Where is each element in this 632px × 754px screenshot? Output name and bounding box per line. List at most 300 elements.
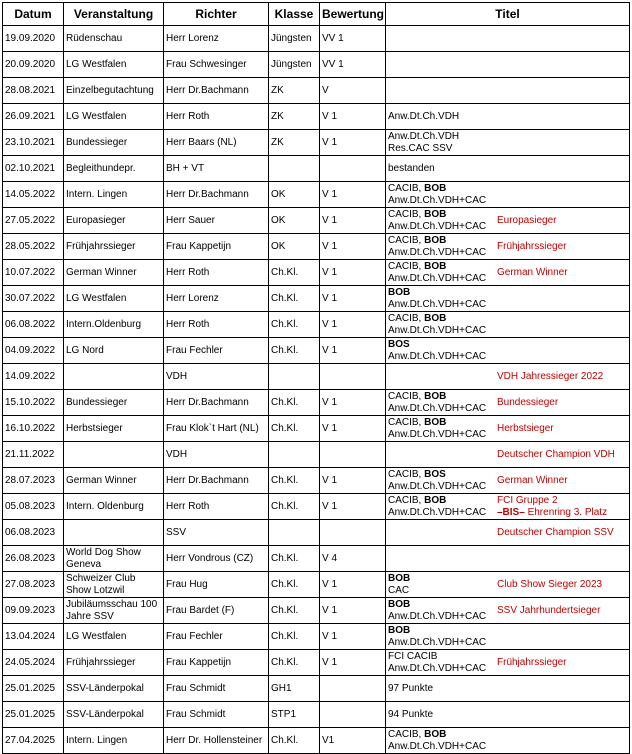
cell-veranstaltung: Bundessieger xyxy=(64,390,164,416)
cell-titel xyxy=(386,52,630,78)
cell-veranstaltung: Herbstsieger xyxy=(64,416,164,442)
cell-veranstaltung: Europasieger xyxy=(64,208,164,234)
cell-veranstaltung: Frühjahrssieger xyxy=(64,234,164,260)
cell-bewertung: V 1 xyxy=(320,494,386,520)
cell-klasse xyxy=(269,442,320,468)
cell-bewertung: V1 xyxy=(320,728,386,754)
cell-veranstaltung xyxy=(64,364,164,390)
cell-richter: Frau Kappetijn xyxy=(164,234,269,260)
cell-klasse xyxy=(269,520,320,546)
titel-bold-text: BOB xyxy=(388,286,411,298)
titel-highlight xyxy=(495,605,629,617)
titel-awards xyxy=(386,131,495,155)
titel-text: Anw.Dt.Ch.VDH+CAC xyxy=(388,272,487,284)
cell-datum: 19.09.2020 xyxy=(3,26,64,52)
cell-klasse: Ch.Kl. xyxy=(269,468,320,494)
cell-datum: 13.04.2024 xyxy=(3,624,64,650)
titel-line xyxy=(388,469,495,481)
cell-datum: 26.09.2021 xyxy=(3,104,64,130)
cell-datum: 04.09.2022 xyxy=(3,338,64,364)
table-row xyxy=(3,624,630,650)
titel-highlight xyxy=(495,657,629,669)
cell-bewertung: V 1 xyxy=(320,104,386,130)
titel-line xyxy=(388,313,495,325)
titel-line xyxy=(388,585,495,597)
cell-bewertung: V 1 xyxy=(320,416,386,442)
cell-datum: 14.09.2022 xyxy=(3,364,64,390)
cell-bewertung xyxy=(320,156,386,182)
titel-line xyxy=(388,111,495,123)
titel-text: FCI Gruppe 2 xyxy=(497,494,558,506)
titel-text: CACIB, xyxy=(388,312,425,324)
titel-bold-text: BOB xyxy=(424,494,447,506)
cell-veranstaltung: Intern.Oldenburg xyxy=(64,312,164,338)
cell-datum: 25.01.2025 xyxy=(3,702,64,728)
titel-line xyxy=(388,683,495,695)
cell-veranstaltung: LG Westfalen xyxy=(64,624,164,650)
cell-titel xyxy=(386,104,630,130)
cell-veranstaltung: Intern. Lingen xyxy=(64,182,164,208)
cell-veranstaltung: Frühjahrssieger xyxy=(64,650,164,676)
cell-klasse: Ch.Kl. xyxy=(269,598,320,624)
table-row xyxy=(3,208,630,234)
titel-line xyxy=(497,579,629,591)
titel-text: German Winner xyxy=(497,474,568,486)
titel-line xyxy=(388,339,495,351)
titel-awards xyxy=(386,573,495,597)
table-row xyxy=(3,364,630,390)
cell-richter: Frau Schwesinger xyxy=(164,52,269,78)
titel-line xyxy=(497,241,629,253)
titel-awards xyxy=(386,469,495,493)
cell-veranstaltung: World Dog Show Geneva xyxy=(64,546,164,572)
cell-klasse: Ch.Kl. xyxy=(269,286,320,312)
titel-text: CACIB, xyxy=(388,468,425,480)
cell-klasse: Ch.Kl. xyxy=(269,494,320,520)
titel-awards xyxy=(386,709,495,721)
cell-veranstaltung: Rüdenschau xyxy=(64,26,164,52)
titel-text: 94 Punkte xyxy=(388,708,434,720)
titel-bold-text: BOB xyxy=(424,260,447,272)
header-datum: Datum xyxy=(3,3,64,26)
cell-bewertung: V 1 xyxy=(320,286,386,312)
titel-line xyxy=(388,235,495,247)
titel-text: Frühjahrssieger xyxy=(497,656,567,668)
titel-line xyxy=(497,267,629,279)
titel-highlight xyxy=(495,241,629,253)
cell-klasse: Ch.Kl. xyxy=(269,728,320,754)
table-row xyxy=(3,728,630,754)
cell-titel xyxy=(386,442,630,468)
table-row xyxy=(3,676,630,702)
titel-text: bestanden xyxy=(388,162,435,174)
titel-text: Anw.Dt.Ch.VDH+CAC xyxy=(388,506,487,518)
cell-titel xyxy=(386,156,630,182)
titel-line xyxy=(497,657,629,669)
titel-bold-text: BOB xyxy=(424,390,447,402)
titel-line xyxy=(497,527,629,539)
cell-datum: 27.08.2023 xyxy=(3,572,64,598)
cell-bewertung: V 1 xyxy=(320,572,386,598)
titel-highlight xyxy=(495,267,629,279)
cell-titel xyxy=(386,338,630,364)
cell-bewertung: VV 1 xyxy=(320,52,386,78)
cell-klasse: Ch.Kl. xyxy=(269,650,320,676)
titel-awards xyxy=(386,391,495,415)
cell-datum: 06.08.2022 xyxy=(3,312,64,338)
table-row xyxy=(3,260,630,286)
titel-text: CACIB, xyxy=(388,208,425,220)
cell-veranstaltung xyxy=(64,520,164,546)
cell-titel xyxy=(386,650,630,676)
titel-bold-text: BOB xyxy=(424,728,447,740)
cell-titel xyxy=(386,364,630,390)
cell-datum: 23.10.2021 xyxy=(3,130,64,156)
titel-awards xyxy=(386,111,495,123)
cell-richter: Herr Vondrous (CZ) xyxy=(164,546,269,572)
titel-text: CACIB, xyxy=(388,728,425,740)
titel-line xyxy=(388,183,495,195)
cell-datum: 06.08.2023 xyxy=(3,520,64,546)
titel-line xyxy=(388,299,495,311)
cell-veranstaltung: Bundessieger xyxy=(64,130,164,156)
cell-klasse xyxy=(269,364,320,390)
titel-text: Anw.Dt.Ch.VDH+CAC xyxy=(388,350,487,362)
titel-line xyxy=(388,261,495,273)
cell-bewertung: VV 1 xyxy=(320,26,386,52)
cell-titel xyxy=(386,572,630,598)
titel-line xyxy=(388,209,495,221)
titel-highlight xyxy=(495,215,629,227)
header-row xyxy=(3,3,630,26)
table-row xyxy=(3,52,630,78)
cell-veranstaltung: Intern. Lingen xyxy=(64,728,164,754)
cell-datum: 28.05.2022 xyxy=(3,234,64,260)
cell-richter: BH + VT xyxy=(164,156,269,182)
cell-bewertung xyxy=(320,676,386,702)
cell-bewertung: V 4 xyxy=(320,546,386,572)
table-body xyxy=(3,26,630,754)
cell-richter: Frau Bardet (F) xyxy=(164,598,269,624)
cell-veranstaltung: German Winner xyxy=(64,468,164,494)
table-row xyxy=(3,78,630,104)
titel-line xyxy=(497,507,629,519)
titel-line xyxy=(388,481,495,493)
table-row xyxy=(3,650,630,676)
titel-awards xyxy=(386,625,495,649)
cell-titel xyxy=(386,78,630,104)
cell-datum: 15.10.2022 xyxy=(3,390,64,416)
titel-line xyxy=(388,403,495,415)
titel-bold-text: BOB xyxy=(424,312,447,324)
table-row xyxy=(3,104,630,130)
table-row xyxy=(3,234,630,260)
titel-text: CACIB, xyxy=(388,182,425,194)
titel-text: Anw.Dt.Ch.VDH xyxy=(388,130,460,142)
cell-titel xyxy=(386,390,630,416)
cell-bewertung xyxy=(320,442,386,468)
titel-line xyxy=(388,417,495,429)
titel-awards xyxy=(386,163,495,175)
cell-datum: 16.10.2022 xyxy=(3,416,64,442)
cell-datum: 09.09.2023 xyxy=(3,598,64,624)
cell-titel xyxy=(386,312,630,338)
titel-text: Anw.Dt.Ch.VDH+CAC xyxy=(388,636,487,648)
cell-datum: 30.07.2022 xyxy=(3,286,64,312)
cell-bewertung: V 1 xyxy=(320,624,386,650)
cell-titel xyxy=(386,702,630,728)
titel-line xyxy=(497,449,629,461)
titel-awards xyxy=(386,287,495,311)
titel-text: CACIB, xyxy=(388,260,425,272)
titel-highlight xyxy=(495,397,629,409)
cell-richter: SSV xyxy=(164,520,269,546)
table-row xyxy=(3,286,630,312)
cell-richter: Herr Dr.Bachmann xyxy=(164,390,269,416)
titel-awards xyxy=(386,235,495,259)
cell-titel xyxy=(386,26,630,52)
titel-text: Anw.Dt.Ch.VDH+CAC xyxy=(388,220,487,232)
titel-bold-text: BOB xyxy=(388,624,411,636)
cell-klasse: Ch.Kl. xyxy=(269,312,320,338)
titel-line xyxy=(388,729,495,741)
table-row xyxy=(3,130,630,156)
titel-text: CACIB, xyxy=(388,390,425,402)
titel-bold-text: BOB xyxy=(388,598,411,610)
cell-veranstaltung: Einzelbegutachtung xyxy=(64,78,164,104)
titel-line xyxy=(388,663,495,675)
titel-highlight xyxy=(495,579,629,591)
cell-veranstaltung: SSV-Länderpokal xyxy=(64,676,164,702)
titel-text: CACIB, xyxy=(388,234,425,246)
cell-richter: Frau Hug xyxy=(164,572,269,598)
cell-klasse: Ch.Kl. xyxy=(269,572,320,598)
titel-text: 97 Punkte xyxy=(388,682,434,694)
titel-text: Frühjahrssieger xyxy=(497,240,567,252)
table-row xyxy=(3,572,630,598)
titel-line xyxy=(388,637,495,649)
cell-titel xyxy=(386,728,630,754)
cell-datum: 27.04.2025 xyxy=(3,728,64,754)
titel-text: CAC xyxy=(388,584,410,596)
cell-richter: Herr Lorenz xyxy=(164,286,269,312)
titel-text: Europasieger xyxy=(497,214,557,226)
cell-klasse: OK xyxy=(269,182,320,208)
titel-awards xyxy=(386,313,495,337)
titel-line xyxy=(388,709,495,721)
header-bewertung: Bewertung xyxy=(320,3,386,26)
cell-veranstaltung: German Winner xyxy=(64,260,164,286)
titel-text: Ehrenring 3. Platz xyxy=(524,506,608,518)
cell-richter: Frau Kappetijn xyxy=(164,650,269,676)
titel-text: Anw.Dt.Ch.VDH+CAC xyxy=(388,610,487,622)
cell-bewertung: V 1 xyxy=(320,598,386,624)
cell-klasse: OK xyxy=(269,208,320,234)
titel-text: CACIB, xyxy=(388,494,425,506)
cell-klasse: Ch.Kl. xyxy=(269,338,320,364)
cell-titel xyxy=(386,520,630,546)
header-veranstaltung: Veranstaltung xyxy=(64,3,164,26)
cell-bewertung: V 1 xyxy=(320,650,386,676)
cell-richter: VDH xyxy=(164,442,269,468)
titel-text: Anw.Dt.Ch.VDH+CAC xyxy=(388,740,487,752)
cell-richter: Frau Fechler xyxy=(164,624,269,650)
table-row xyxy=(3,702,630,728)
titel-text: Herbstsieger xyxy=(497,422,554,434)
cell-bewertung: V 1 xyxy=(320,260,386,286)
cell-bewertung: V 1 xyxy=(320,130,386,156)
table-row xyxy=(3,156,630,182)
cell-richter: Herr Dr.Bachmann xyxy=(164,468,269,494)
cell-richter: Herr Roth xyxy=(164,494,269,520)
titel-line xyxy=(388,131,495,143)
titel-highlight xyxy=(495,423,629,435)
table-row xyxy=(3,468,630,494)
titel-awards xyxy=(386,683,495,695)
cell-veranstaltung: LG Westfalen xyxy=(64,104,164,130)
titel-text: Anw.Dt.Ch.VDH xyxy=(388,110,460,122)
titel-line xyxy=(497,371,629,383)
titel-bold-text: BOB xyxy=(424,416,447,428)
cell-richter: Frau Schmidt xyxy=(164,676,269,702)
cell-titel xyxy=(386,416,630,442)
titel-line xyxy=(388,351,495,363)
cell-richter: Frau Fechler xyxy=(164,338,269,364)
cell-veranstaltung: LG Westfalen xyxy=(64,286,164,312)
titel-text: CACIB, xyxy=(388,416,425,428)
titel-text: SSV Jahrhundertsieger xyxy=(497,604,601,616)
cell-richter: Frau Schmidt xyxy=(164,702,269,728)
cell-titel xyxy=(386,494,630,520)
header-richter: Richter xyxy=(164,3,269,26)
cell-klasse: GH1 xyxy=(269,676,320,702)
cell-veranstaltung: Schweizer Club Show Lotzwil xyxy=(64,572,164,598)
titel-bold-text: BOS xyxy=(388,338,410,350)
titel-line xyxy=(388,429,495,441)
cell-bewertung: V xyxy=(320,78,386,104)
cell-datum: 27.05.2022 xyxy=(3,208,64,234)
table-row xyxy=(3,494,630,520)
titel-text: German Winner xyxy=(497,266,568,278)
cell-bewertung: V 1 xyxy=(320,312,386,338)
table-row xyxy=(3,338,630,364)
cell-klasse xyxy=(269,156,320,182)
cell-veranstaltung: Begleithundepr. xyxy=(64,156,164,182)
titel-text: Anw.Dt.Ch.VDH+CAC xyxy=(388,480,487,492)
titel-awards xyxy=(386,417,495,441)
cell-veranstaltung: LG Westfalen xyxy=(64,52,164,78)
titel-text: FCI CACIB xyxy=(388,650,438,662)
cell-richter: Herr Dr. Hollensteiner xyxy=(164,728,269,754)
cell-klasse: OK xyxy=(269,234,320,260)
titel-awards xyxy=(386,599,495,623)
titel-awards xyxy=(386,261,495,285)
titel-awards xyxy=(386,651,495,675)
titel-line xyxy=(388,507,495,519)
cell-richter: Herr Lorenz xyxy=(164,26,269,52)
cell-klasse: Ch.Kl. xyxy=(269,624,320,650)
titel-line xyxy=(497,605,629,617)
table-row xyxy=(3,598,630,624)
cell-titel xyxy=(386,286,630,312)
cell-titel xyxy=(386,676,630,702)
titel-line xyxy=(388,163,495,175)
titel-bold-text: BOB xyxy=(424,208,447,220)
titel-line xyxy=(388,143,495,155)
cell-titel xyxy=(386,598,630,624)
cell-richter: VDH xyxy=(164,364,269,390)
titel-text: Deutscher Champion VDH xyxy=(497,448,615,460)
table-row xyxy=(3,312,630,338)
titel-bold-text: BOB xyxy=(424,234,447,246)
titel-line xyxy=(388,495,495,507)
titel-text: Club Show Sieger 2023 xyxy=(497,578,603,590)
cell-klasse: Jüngsten xyxy=(269,52,320,78)
cell-veranstaltung xyxy=(64,442,164,468)
titel-line xyxy=(388,195,495,207)
cell-datum: 14.05.2022 xyxy=(3,182,64,208)
cell-titel xyxy=(386,208,630,234)
titel-text: Deutscher Champion SSV xyxy=(497,526,614,538)
titel-awards xyxy=(386,209,495,233)
cell-datum: 24.05.2024 xyxy=(3,650,64,676)
titel-text: Anw.Dt.Ch.VDH+CAC xyxy=(388,402,487,414)
titel-line xyxy=(497,423,629,435)
titel-highlight xyxy=(495,527,629,539)
titel-highlight xyxy=(495,475,629,487)
titel-text: Anw.Dt.Ch.VDH+CAC xyxy=(388,298,487,310)
cell-titel xyxy=(386,234,630,260)
cell-veranstaltung: LG Nord xyxy=(64,338,164,364)
header-titel: Titel xyxy=(386,3,630,26)
titel-line xyxy=(388,287,495,299)
cell-titel xyxy=(386,468,630,494)
cell-veranstaltung: Jubiläumsschau 100 Jahre SSV xyxy=(64,598,164,624)
cell-datum: 26.08.2023 xyxy=(3,546,64,572)
titel-line xyxy=(388,221,495,233)
cell-richter: Herr Roth xyxy=(164,260,269,286)
titel-text: VDH Jahressieger 2022 xyxy=(497,370,604,382)
cell-bewertung: V 1 xyxy=(320,468,386,494)
cell-klasse: Ch.Kl. xyxy=(269,416,320,442)
table-row xyxy=(3,442,630,468)
header-klasse: Klasse xyxy=(269,3,320,26)
titel-line xyxy=(388,741,495,753)
titel-awards xyxy=(386,729,495,753)
titel-line xyxy=(497,495,629,507)
cell-klasse: ZK xyxy=(269,78,320,104)
titel-highlight xyxy=(495,495,629,519)
cell-klasse: Ch.Kl. xyxy=(269,546,320,572)
cell-datum: 21.11.2022 xyxy=(3,442,64,468)
cell-titel xyxy=(386,182,630,208)
cell-datum: 05.08.2023 xyxy=(3,494,64,520)
cell-richter: Herr Sauer xyxy=(164,208,269,234)
titel-line xyxy=(388,325,495,337)
cell-datum: 10.07.2022 xyxy=(3,260,64,286)
titel-highlight xyxy=(495,371,629,383)
titel-line xyxy=(388,651,495,663)
titel-awards xyxy=(386,339,495,363)
titel-line xyxy=(388,273,495,285)
titel-line xyxy=(388,391,495,403)
titel-line xyxy=(388,611,495,623)
cell-richter: Herr Roth xyxy=(164,104,269,130)
cell-klasse: Jüngsten xyxy=(269,26,320,52)
cell-datum: 28.08.2021 xyxy=(3,78,64,104)
cell-bewertung: V 1 xyxy=(320,208,386,234)
titel-line xyxy=(497,475,629,487)
